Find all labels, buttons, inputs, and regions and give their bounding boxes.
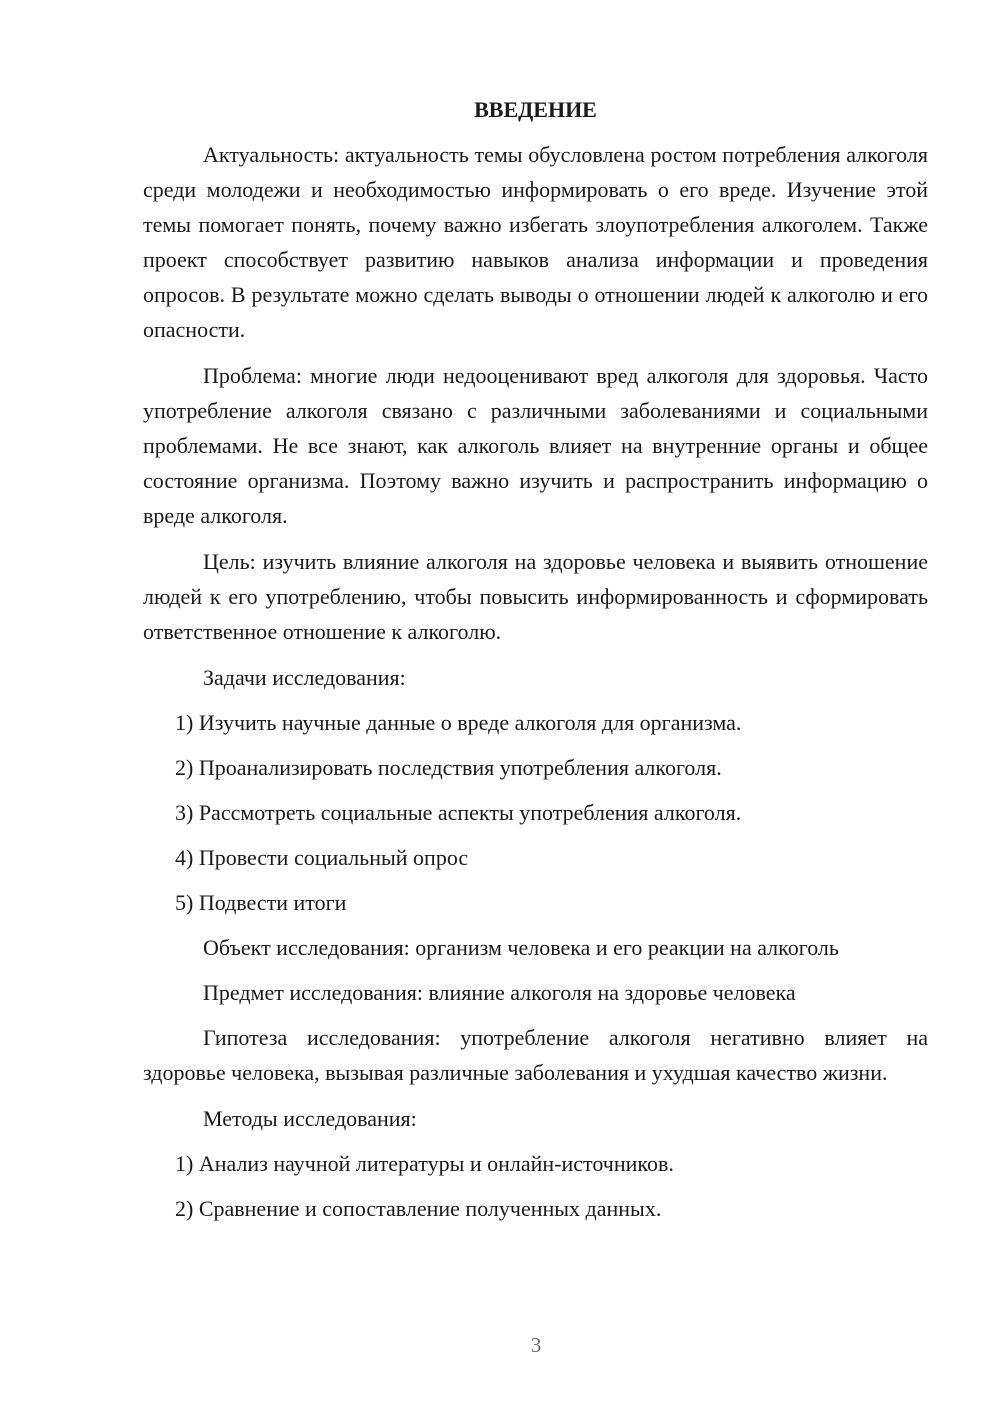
method-item: 1) Анализ научной литературы и онлайн-источников. [175, 1151, 674, 1176]
method-item: 2) Сравнение и сопоставление полученных данных. [175, 1196, 662, 1221]
methods-heading: Методы исследования: [203, 1106, 417, 1131]
page-content [143, 95, 928, 1236]
page-number: 3 [530, 1333, 542, 1357]
section-title: ВВЕДЕНИЕ [474, 97, 597, 122]
subject-line: Предмет исследования: влияние алкоголя на здоровье человека [203, 980, 796, 1005]
task-item: 5) Подвести итоги [175, 890, 347, 915]
goal-paragraph: Цель: изучить влияние алкоголя на здоровье человека и выявить отношение людей к его употреблению, чтобы повысить информированность и сформировать ответственное отношение к алкоголю. [143, 549, 928, 644]
object-line: Объект исследования: организм человека и его реакции на алкоголь [203, 935, 839, 960]
task-item: 4) Провести социальный опрос [175, 845, 469, 870]
task-item: 2) Проанализировать последствия употребления алкоголя. [175, 755, 722, 780]
hypothesis-paragraph: Гипотеза исследования: употребление алкоголя негативно влияет на здоровье человека, вызывая различные заболевания и ухудшая качество жизни. [143, 1025, 928, 1085]
task-item: 3) Рассмотреть социальные аспекты употребления алкоголя. [175, 800, 742, 825]
problem-paragraph: Проблема: многие люди недооценивают вред алкоголя для здоровья. Часто употребление алкоголя связано с различными заболеваниями и социальными проблемами. Не все знают, как алкоголь влияет на внутренние органы и общее состояние организма. Поэтому важно изучить и распространить информацию о вреде алкоголя. [143, 363, 928, 528]
task-item: 1) Изучить научные данные о вреде алкоголя для организма. [175, 710, 742, 735]
tasks-heading: Задачи исследования: [203, 665, 406, 690]
relevance-paragraph: Актуальность: актуальность темы обусловлена ростом потребления алкоголя среди молодежи и необходимостью информировать о его вреде. Изучение этой темы помогает понять, почему важно избегать злоупотребления алкоголем. Также проект способствует развитию навыков анализа информации и проведения опросов. В результате можно сделать выводы о отношении людей к алкоголю и его опасности. [143, 142, 928, 342]
